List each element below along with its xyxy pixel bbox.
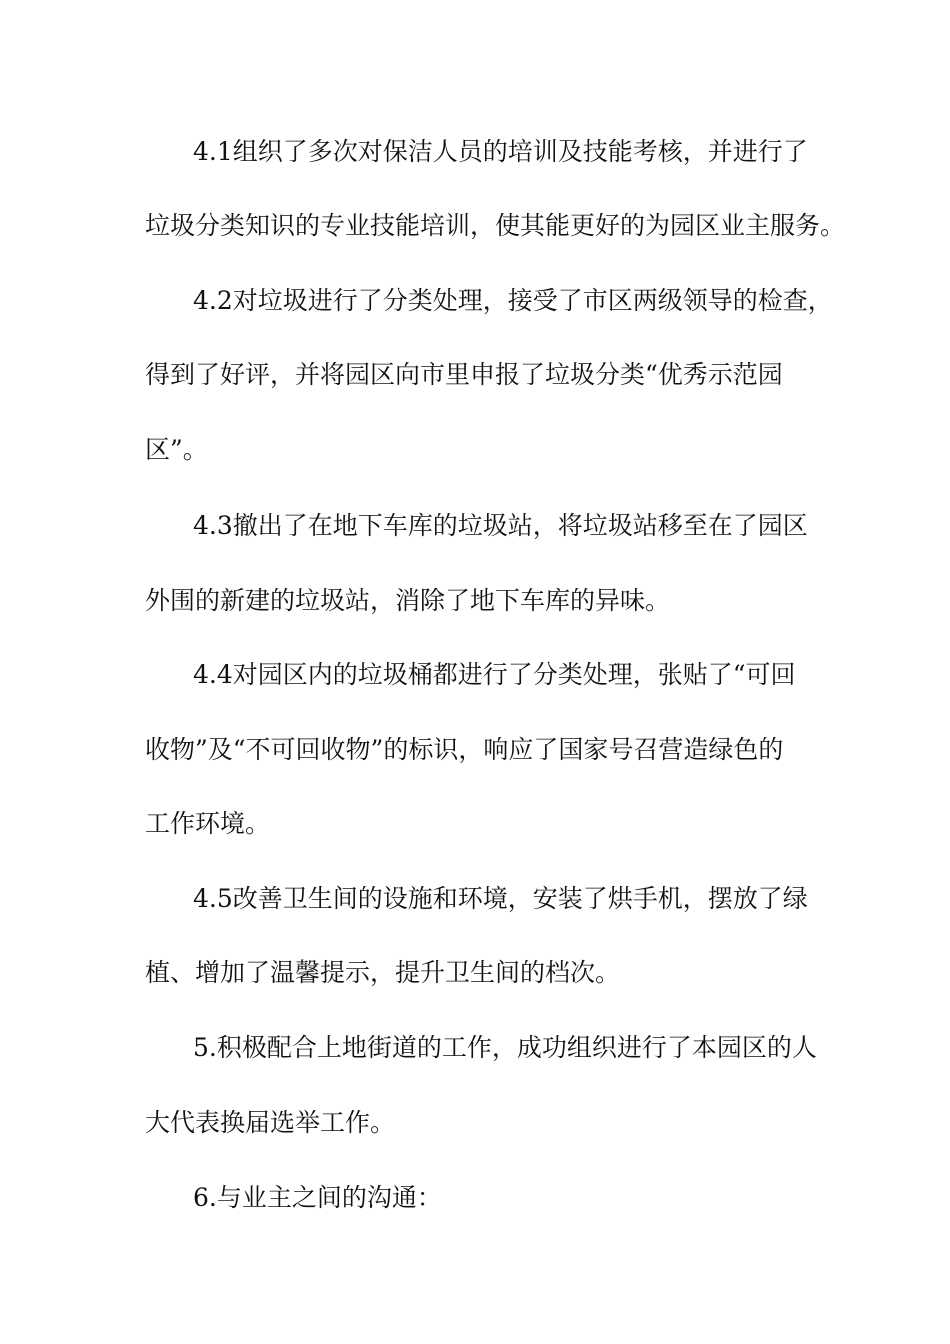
paragraph-4-2-line-2: 得到了好评，并将园区向市里申报了垃圾分类“优秀示范园 <box>145 360 783 389</box>
paragraph-4-3-line-1: 4.3撤出了在地下车库的垃圾站，将垃圾站移至在了园区 <box>193 511 808 540</box>
paragraph-4-5-line-2: 植、增加了温馨提示，提升卫生间的档次。 <box>145 958 621 987</box>
paragraph-4-3-line-2: 外围的新建的垃圾站，消除了地下车库的异味。 <box>145 586 671 615</box>
paragraph-5-line-1: 5.积极配合上地街道的工作，成功组织进行了本园区的人 <box>193 1033 817 1062</box>
paragraph-4-2-line-1: 4.2对垃圾进行了分类处理，接受了市区两级领导的检查， <box>193 286 833 315</box>
paragraph-4-4-line-1: 4.4对园区内的垃圾桶都进行了分类处理，张贴了“可回 <box>193 660 796 689</box>
paragraph-4-4-line-3: 工作环境。 <box>145 809 271 838</box>
paragraph-4-4-line-2: 收物”及“不可回收物”的标识，响应了国家号召营造绿色的 <box>145 735 784 764</box>
paragraph-4-5-line-1: 4.5改善卫生间的设施和环境，安装了烘手机，摆放了绿 <box>193 884 808 913</box>
paragraph-4-1-line-1: 4.1组织了多次对保洁人员的培训及技能考核，并进行了 <box>193 137 808 166</box>
paragraph-6-line-1: 6.与业主之间的沟通： <box>193 1183 442 1212</box>
paragraph-4-2-line-3: 区”。 <box>145 435 208 464</box>
paragraph-4-1-line-2: 垃圾分类知识的专业技能培训，使其能更好的为园区业主服务。 <box>145 211 846 240</box>
paragraph-5-line-2: 大代表换届选举工作。 <box>145 1108 396 1137</box>
